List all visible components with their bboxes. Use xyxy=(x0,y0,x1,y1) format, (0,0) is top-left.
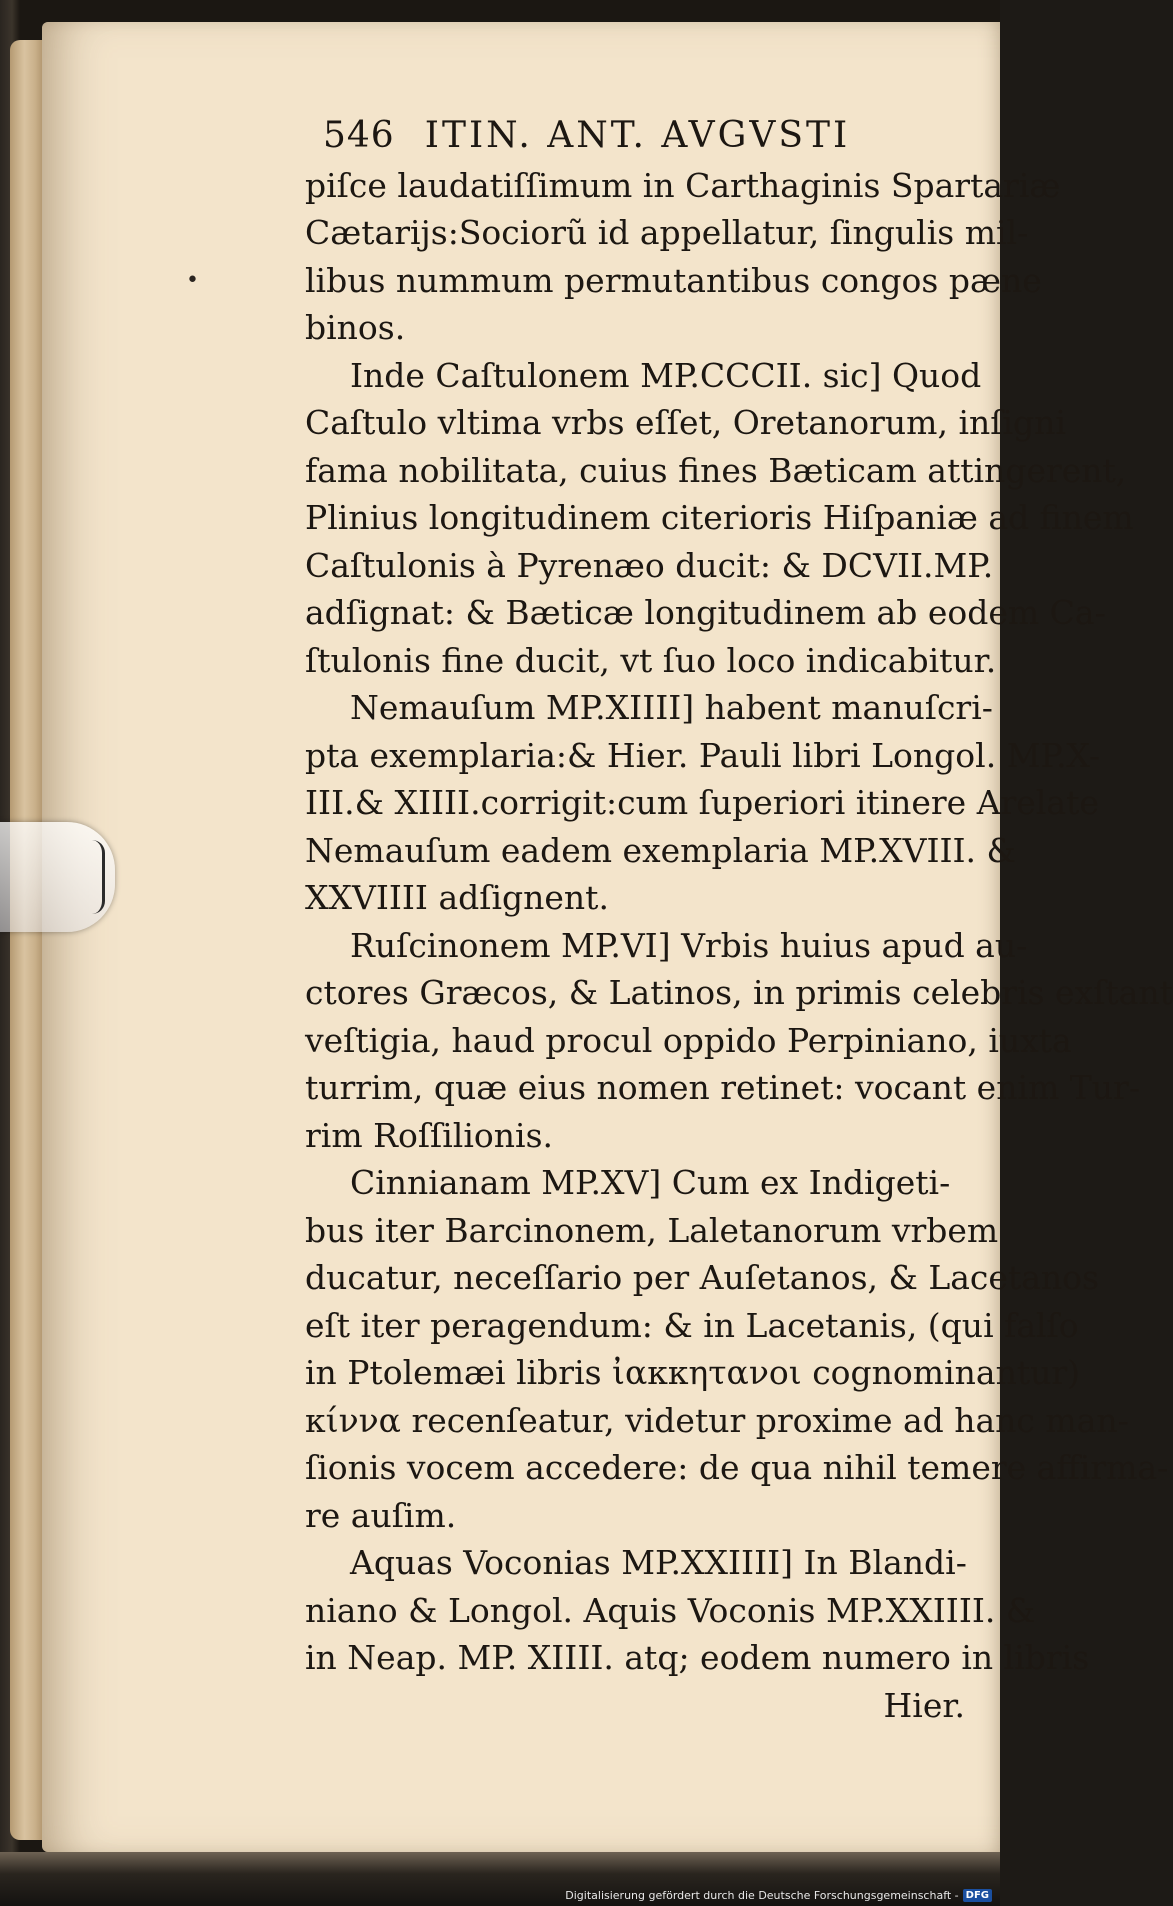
text-line: pta exemplaria:& Hier. Pauli libri Longol. MP.X- xyxy=(305,735,1100,775)
page-number: 546 xyxy=(323,115,395,156)
text-line: Nemauſum MP.XIIII] habent manuſcri- xyxy=(350,688,993,727)
paragraph-1 xyxy=(305,162,1061,352)
text-line: Ruſcinonem MP.VI] Vrbis huius apud au- xyxy=(350,925,1028,965)
paragraph-6 xyxy=(305,1539,1090,1682)
text-line: veſtigia, haud procul oppido Perpiniano, iuxta xyxy=(305,1020,1072,1060)
text-line: in Ptolemæi libris ἰακκητανοι cognominantur) xyxy=(305,1353,1080,1392)
text-line: Caſtulo vltima vrbs eſſet, Oretanorum, inſigni xyxy=(305,403,1066,442)
text-line: Cætarijs:Sociorũ id appellatur, ſingulis mil- xyxy=(305,213,1029,252)
scan-bottom-strip xyxy=(0,1852,1000,1906)
text-line: III.& XIIII.corrigit:cum ſuperiori itinere Arelate xyxy=(305,783,1099,822)
paragraph-2 xyxy=(305,352,1134,685)
credit-text: Digitalisierung gefördert durch die Deutsche Forschungsgemeinschaft - xyxy=(565,1889,959,1902)
page-edge xyxy=(10,40,46,1840)
catchword: Hier. xyxy=(883,1685,965,1725)
text-line: Aquas Voconias MP.XXIIII] In Blandi- xyxy=(350,1543,967,1582)
text-line: in Neap. MP. XIIII. atq; eodem numero in libris xyxy=(305,1638,1090,1677)
text-line: rim Roſſilionis. xyxy=(305,1115,554,1155)
text-line: ſionis vocem accedere: de qua nihil temere affirma- xyxy=(305,1448,1169,1487)
page-text xyxy=(305,112,1173,1729)
text-line: fama nobilitata, cuius fines Bæticam attingerent, xyxy=(305,450,1127,490)
paragraph-3 xyxy=(305,684,1100,922)
text-line: Plinius longitudinem citerioris Hiſpaniæ ad finem xyxy=(305,498,1134,537)
text-line: niano & Longol. Aquis Voconis MP.XXIIII. & xyxy=(305,1590,1036,1630)
paragraph-4 xyxy=(305,922,1173,1160)
running-header xyxy=(323,112,985,160)
ink-mark: • xyxy=(186,268,199,293)
text-line: eſt iter peragendum: & in Lacetanis, (qui falſo xyxy=(305,1305,1079,1345)
text-line: ducatur, neceſſario per Auſetanos, & Lacetanos xyxy=(305,1258,1099,1297)
digitization-credit xyxy=(565,1889,992,1902)
text-line: ctores Græcos, & Latinos, in primis celebris exſtant xyxy=(305,973,1173,1012)
text-line: bus iter Barcinonem, Laletanorum vrbem xyxy=(305,1210,999,1250)
text-line: Cinnianam MP.XV] Cum ex Indigeti- xyxy=(350,1163,951,1202)
text-line: ſtulonis fine ducit, vt ſuo loco indicabitur. xyxy=(305,640,997,680)
text-line: turrim, quæ eius nomen retinet: vocant enim Tur- xyxy=(305,1068,1140,1107)
text-line: Inde Caſtulonem MP.CCCII. sic] Quod xyxy=(350,355,982,395)
text-line: Caſtulonis à Pyrenæo ducit: & DCVII.MP. xyxy=(305,545,994,585)
paragraph-5 xyxy=(305,1159,1169,1539)
text-line: libus nummum permutantibus congos pæne xyxy=(305,260,1042,300)
text-line: XXVIIII adſignent. xyxy=(305,878,609,917)
text-line: re auſim. xyxy=(305,1495,457,1535)
text-line: κίννα recenſeatur, videtur proxime ad hanc man- xyxy=(305,1400,1129,1440)
text-line: binos. xyxy=(305,308,406,347)
text-line: adſignat: & Bæticæ longitudinem ab eodem Ca- xyxy=(305,593,1106,632)
running-title: ITIN. ANT. AVGVSTI xyxy=(424,115,851,156)
text-line: piſce laudatiſſimum in Carthaginis Spartariæ xyxy=(305,165,1061,205)
dfg-logo: DFG xyxy=(963,1889,992,1902)
text-line: Nemauſum eadem exemplaria MP.XVIII. & xyxy=(305,830,1016,870)
page-clip xyxy=(0,822,115,932)
